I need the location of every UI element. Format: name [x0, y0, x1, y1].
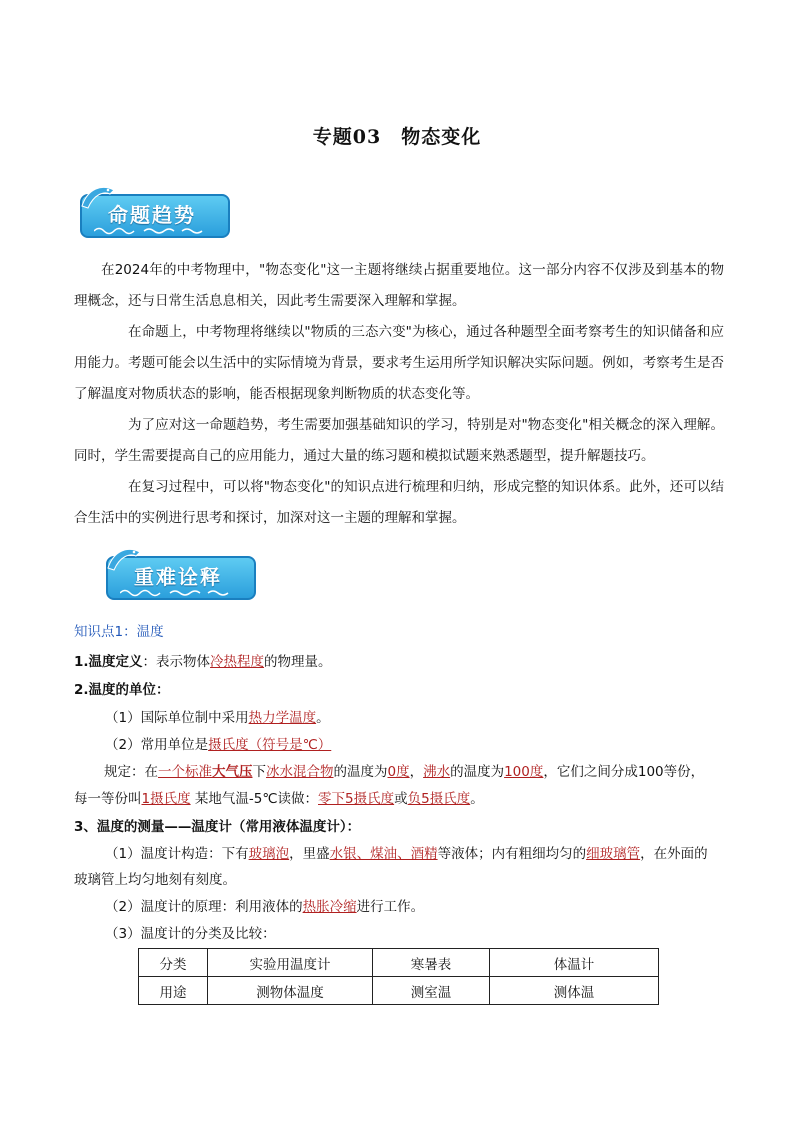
key-term: 一个标准 — [158, 764, 212, 780]
definition-line — [74, 650, 332, 670]
key-term: 热胀冷缩 — [302, 899, 357, 915]
unit-heading: 2.温度的单位： — [74, 682, 170, 698]
key-term: 大气压 — [212, 764, 253, 780]
wave-icon — [120, 588, 230, 598]
trend-paragraph: 在复习过程中，可以将"物态变化"的知识点进行梳理和归纳，形成完整的知识体系。此外，还可以结合生活中的实例进行思考和探讨，加深对这一主题的理解和掌握。 — [74, 479, 724, 526]
key-term: 水银、煤油、酒精 — [329, 846, 438, 862]
knowledge-point-heading: 知识点1：温度 — [74, 624, 164, 640]
text: 进行工作。 — [356, 899, 425, 915]
text: 的温度为 — [333, 764, 388, 780]
table-row — [139, 977, 659, 1005]
trend-paragraph: 在命题上，中考物理将继续以"物质的三态六变"为核心，通过各种题型全面考察考生的知识储备和应用能力。考题可能会以生活中的实际情境为背景，要求考生运用所学知识解决实际问题。例如，考察考生是否了解温度对物质状态的影响，能否根据现象判断物质的状态变化等。 — [74, 324, 724, 402]
text: ， — [409, 764, 424, 780]
classify-heading: （3）温度计的分类及比较： — [105, 926, 276, 942]
measure-heading: 3、温度的测量——温度计（常用液体温度计）： — [74, 819, 361, 835]
key-term: 沸水 — [423, 764, 451, 780]
table-cell: 测室温 — [373, 977, 490, 1005]
text: ，里盛 — [289, 846, 330, 862]
text: ：表示物体 — [142, 654, 211, 670]
text: ，在外面的 — [640, 846, 708, 862]
text: 等液体；内有粗细均匀的 — [437, 846, 587, 862]
definition-label: 1.温度定义 — [74, 654, 143, 670]
unit-line-2 — [105, 733, 331, 753]
text: 规定：在 — [104, 764, 158, 780]
text: 的温度为 — [450, 764, 505, 780]
text: （1）国际单位制中采用 — [105, 710, 249, 726]
text: （2）常用单位是 — [105, 737, 209, 753]
trend-paragraph: 在2024年的中考物理中，"物态变化"这一主题将继续占据重要地位。这一部分内容不仅涉及到基本的物理概念，还与日常生活息息相关，因此考生需要深入理解和掌握。 — [74, 262, 724, 309]
text: ，它们之间分成100等份， — [543, 764, 705, 780]
table-cell: 分类 — [139, 949, 208, 977]
table-cell: 寒暑表 — [373, 949, 490, 977]
key-term: 玻璃泡 — [248, 846, 290, 862]
table-cell: 用途 — [139, 977, 208, 1005]
rule-line-1 — [104, 760, 704, 780]
table-cell: 体温计 — [490, 949, 659, 977]
key-term: 负5摄氏度 — [407, 791, 471, 807]
text: 每一等份叫 — [74, 791, 142, 807]
trend-paragraph: 为了应对这一命题趋势，考生需要加强基础知识的学习，特别是对"物态变化"相关概念的深入理解。同时，学生需要提高自己的应用能力，通过大量的练习题和模拟试题来熟悉题型，提升解题技巧。 — [74, 417, 724, 464]
principle-line — [105, 895, 424, 915]
text: 。 — [470, 791, 484, 807]
text: 的物理量。 — [264, 654, 332, 670]
text: 。 — [316, 710, 330, 726]
unit-line-1 — [105, 706, 330, 726]
rule-line-2 — [74, 787, 484, 807]
trend-banner — [80, 182, 232, 242]
text: （2）温度计的原理：利用液体的 — [105, 899, 303, 915]
wave-icon — [94, 226, 204, 236]
banner-label: 命题趋势 — [108, 203, 196, 227]
key-term: 热力学温度 — [248, 710, 317, 726]
key-term: 零下5摄氏度 — [318, 791, 395, 807]
key-term: 1摄氏度 — [141, 791, 191, 807]
text: 某地气温-5℃读做： — [194, 791, 319, 807]
table-cell: 实验用温度计 — [208, 949, 373, 977]
key-term: 细玻璃管 — [586, 846, 641, 862]
text: 或 — [394, 791, 408, 807]
thermometer-table — [138, 948, 659, 1005]
structure-line-2: 玻璃管上均匀地刻有刻度。 — [74, 872, 236, 888]
key-term: 0度 — [387, 764, 410, 780]
table-cell: 测物体温度 — [208, 977, 373, 1005]
structure-line-1 — [105, 842, 708, 862]
table-row — [139, 949, 659, 977]
text: 下 — [252, 764, 266, 780]
banner-label: 重难诠释 — [134, 565, 222, 589]
difficulty-banner — [106, 544, 258, 604]
table-cell: 测体温 — [490, 977, 659, 1005]
page-title: 专题03 物态变化 — [312, 126, 482, 148]
key-term: 冰水混合物 — [266, 764, 334, 780]
text: （1）温度计构造：下有 — [105, 846, 249, 862]
key-term: 100度 — [504, 764, 544, 780]
key-term: 冷热程度 — [210, 654, 265, 670]
key-term: 摄氏度（符号是℃） — [208, 737, 332, 753]
